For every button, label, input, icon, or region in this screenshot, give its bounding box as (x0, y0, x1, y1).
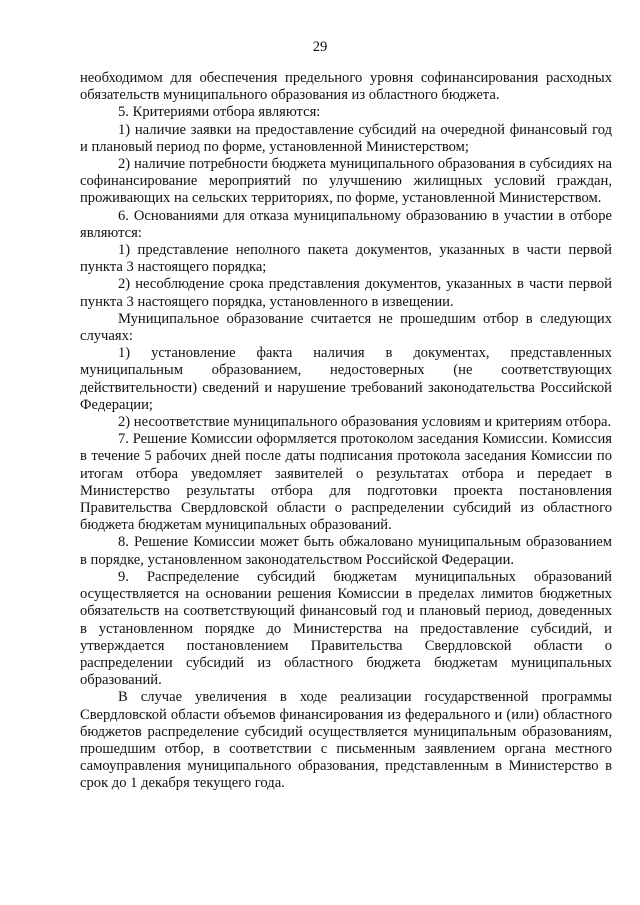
paragraph-failed-1: 1) установление факта наличия в документах, представленных муниципальным образованием, недостоверных (не соответствующих действительности) сведений и нарушение требований законодательства Российской Федерации; (80, 345, 612, 413)
paragraph-item-8: 8. Решение Комиссии может быть обжаловано муниципальным образованием в порядке, установленном законодательством Российской Федерации. (80, 534, 612, 568)
paragraph-refusal-1: 1) представление неполного пакета документов, указанных в части первой пункта 3 настоящего порядка; (80, 242, 612, 276)
paragraph-refusal-heading: 6. Основаниями для отказа муниципальному образованию в участии в отборе являются: (80, 207, 612, 241)
paragraph-criteria-1: 1) наличие заявки на предоставление субсидий на очередной финансовый год и плановый период по форме, установленной Министерством; (80, 121, 612, 155)
paragraph-failed-heading: Муниципальное образование считается не прошедшим отбор в следующих случаях: (80, 310, 612, 345)
paragraph-criteria-2: 2) наличие потребности бюджета муниципального образования в субсидиях на софинансирование мероприятий по улучшению жилищных условий граждан, проживающих на сельских территориях, по форме, установленной Министерством. (80, 156, 612, 207)
paragraph-item-7: 7. Решение Комиссии оформляется протоколом заседания Комиссии. Комиссия в течение 5 рабочих дней после даты подписания протокола заседания Комиссии по итогам отбора уведомляет заявителей о результатах отбора и передает в Министерство результаты отбора для подготовки проекта постановления Правительства Свердловской области о распределении субсидий из областного бюджета бюджетам муниципальных образований. (80, 431, 612, 534)
paragraph-continuation: необходимом для обеспечения предельного уровня софинансирования расходных обязательств муниципального образования из областного бюджета. (80, 70, 612, 104)
paragraph-failed-2: 2) несоответствие муниципального образования условиям и критериям отбора. (118, 414, 612, 431)
paragraph-refusal-2: 2) несоблюдение срока представления документов, указанных в части первой пункта 3 настоящего порядка, установленного в извещении. (80, 276, 612, 310)
document-body (80, 70, 612, 793)
page-number: 29 (312, 39, 328, 55)
paragraph-criteria-heading: 5. Критериями отбора являются: (118, 104, 321, 121)
paragraph-increase-case: В случае увеличения в ходе реализации государственной программы Свердловской области объемов финансирования из федерального и (или) областного бюджетов распределение субсидий осуществляется муниципальным образованиям, прошедшим отбор, в соответствии с письменным заявлением органа местного самоуправления муниципального образования, представленным в Министерство в срок до 1 декабря текущего года. (80, 689, 612, 792)
paragraph-item-9: 9. Распределение субсидий бюджетам муниципальных образований осуществляется на основании решения Комиссии в пределах лимитов бюджетных обязательств на соответствующий финансовый год и плановый период, доведенных в установленном порядке до Министерства на предоставление субсидий, и утверждается постановлением Правительства Свердловской области о распределении субсидий из областного бюджета бюджетам муниципальных образований. (80, 568, 612, 689)
